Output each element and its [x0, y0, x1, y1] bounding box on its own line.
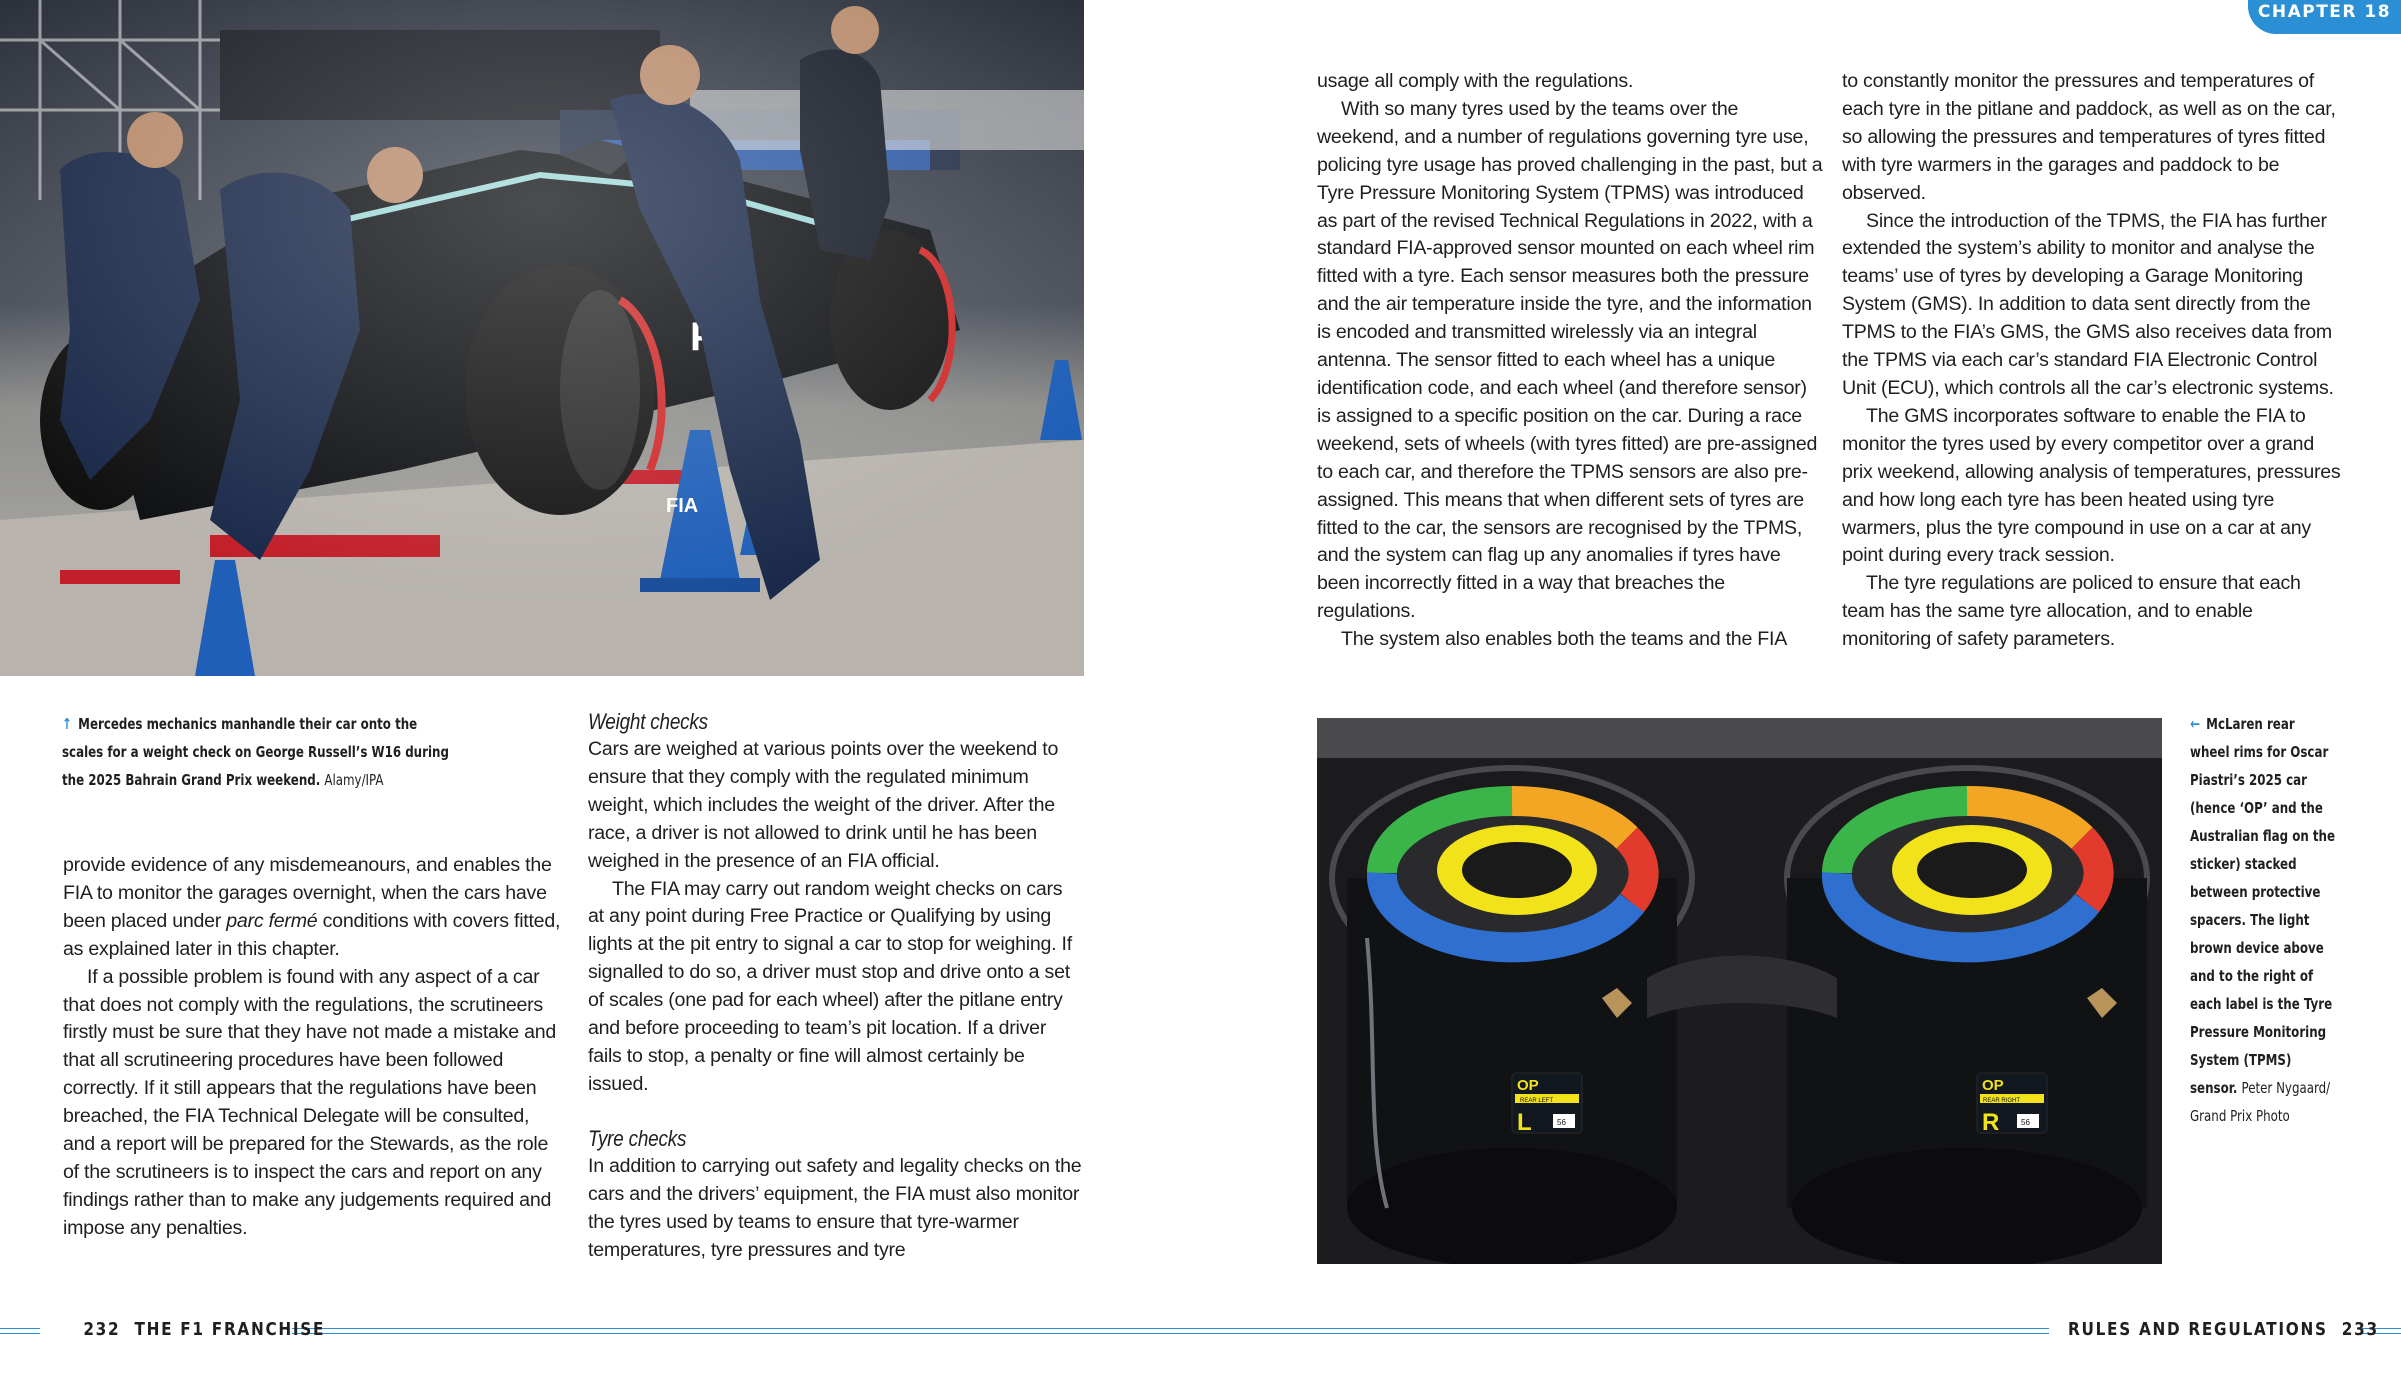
- right-text-column-1: [1317, 68, 1825, 654]
- mclaren-wheel-rims-photo: [1317, 718, 2162, 1264]
- arrow-left-icon: ←: [2190, 715, 2200, 733]
- right-text-column-2: [1842, 68, 2342, 654]
- middle-text-column: [588, 708, 1083, 1264]
- left-text-column: [63, 852, 561, 1243]
- paragraph: provide evidence of any misdemeanours, and enables the FIA to monitor the garages overnight, when the cars have been placed under parc fermé conditions with covers fitted, as explained later in this chapter.: [63, 854, 561, 960]
- paragraph: With so many tyres used by the teams over the weekend, and a number of regulations governing tyre use, policing tyre usage has proved challenging in the past, but a Tyre Pressure Monitoring System (TPMS) was introduced as part of the revised Technical Regulations in 2022, with a standard FIA-approved sensor mounted on each wheel rim fitted with a tyre. Each sensor measures both the pressure and the air temperature inside the tyre, and the information is encoded and transmitted wirelessly via an integral antenna. The sensor fitted to each wheel has a unique identification code, and each wheel (and therefore sensor) is assigned to a specific position on the car. During a race weekend, sets of wheels (with tyres fitted) are pre-assigned to each car, and therefore the TPMS sensors are also pre-assigned. This means that when different sets of tyres are fitted to the car, the sensors are recognised by the TPMS, and the system can flag up any anomalies if tyres have been incorrectly fitted in a way that breaches the regulations.: [1317, 97, 1823, 623]
- paragraph: The tyre regulations are policed to ensure that each team has the same tyre allocation, and to enable monitoring of safety parameters.: [1842, 572, 2301, 651]
- italic-term: parc fermé: [226, 909, 318, 932]
- footer-rule-center: [292, 1328, 2049, 1334]
- right-wheel-rim: [1787, 768, 2147, 1264]
- book-title: THE F1 FRANCHISE: [134, 1319, 326, 1340]
- paragraph: The system also enables both the teams and the FIA: [1341, 628, 1788, 651]
- arrow-up-icon: ↑: [62, 715, 72, 733]
- svg-text:REAR LEFT: REAR LEFT: [1520, 1098, 1554, 1104]
- left-page-footer: [83, 1319, 325, 1340]
- caption-text: Mercedes mechanics manhandle their car onto the scales for a weight check on George Russell’s W16 during the 2025 Bahrain Grand Prix weekend.: [62, 715, 449, 789]
- paragraph: If a possible problem is found with any aspect of a car that does not comply with the regulations, the scrutineers firstly must be sure that they have not made a mistake and that all scrutineering procedures have been followed correctly. If it still appears that the regulations have been breached, the FIA Technical Delegate will be consulted, and a report will be prepared for the Stewards, as the role of the scrutineers is to inspect the cars and report on any findings rather than to make any judgements required and impose any penalties.: [63, 965, 557, 1239]
- svg-text:OP: OP: [1982, 1077, 2004, 1094]
- paragraph: Since the introduction of the TPMS, the FIA has further extended the system’s ability to monitor and analyse the teams’ use of tyres by developing a Garage Monitoring System (GMS). In addition to data sent directly from the TPMS to the FIA’s GMS, the GMS also receives data from the TPMS via each car’s standard FIA Electronic Control Unit (ECU), which controls all the car’s electronic systems.: [1842, 209, 2334, 399]
- left-wheel-rim: [1332, 768, 1692, 1264]
- photo-caption: [62, 710, 460, 794]
- footer-rule-left: [0, 1328, 40, 1334]
- caption-text: McLaren rear wheel rims for Oscar Piastri’s 2025 car (hence ‘OP’ and the Australian flag on the sticker) stacked between protective spacers. The light brown device above and to the right of each label is the Tyre Pressure Monitoring System (TPMS) sensor.: [2190, 715, 2336, 1097]
- right-page-footer: [2068, 1319, 2379, 1340]
- photo-credit: Peter Nygaard/ Grand Prix Photo: [2190, 1079, 2331, 1125]
- tyre-checks-heading: Tyre checks: [588, 1125, 687, 1151]
- svg-text:REAR RIGHT: REAR RIGHT: [1983, 1098, 2021, 1104]
- paragraph: In addition to carrying out safety and legality checks on the cars and the drivers’ equipment, the FIA must also monitor the tyres used by teams to ensure that tyre-warmer temperatures, tyre pressures and tyre: [588, 1154, 1082, 1261]
- rims-photo-caption: [2190, 710, 2338, 1130]
- svg-text:56: 56: [2021, 1118, 2030, 1127]
- weight-checks-heading: Weight checks: [588, 709, 708, 734]
- svg-text:L: L: [1517, 1109, 1532, 1136]
- page-number: 233: [2341, 1319, 2379, 1340]
- paragraph: Cars are weighed at various points over the weekend to ensure that they comply with the regulated minimum weight, which includes the weight of the driver. After the race, a driver is not allowed to drink until he has been weighed in the presence of an FIA official.: [588, 738, 1059, 872]
- chapter-tab: CHAPTER 18: [2248, 0, 2401, 34]
- paragraph: to constantly monitor the pressures and temperatures of each tyre in the pitlane and paddock, as well as on the car, so allowing the pressures and temperatures of tyres fitted with tyre warmers in the garages and paddock to be observed.: [1842, 70, 2336, 204]
- page-number: 232: [83, 1319, 121, 1340]
- photo-credit: Alamy/IPA: [324, 771, 384, 789]
- paragraph: usage all comply with the regulations.: [1317, 70, 1634, 92]
- chapter-title: RULES AND REGULATIONS: [2068, 1319, 2328, 1340]
- paragraph: The GMS incorporates software to enable the FIA to monitor the tyres used by every competitor over a grand prix weekend, allowing analysis of temperatures, pressures and how long each tyre has been heated using tyre warmers, plus the tyre compound in use on a car at any point during every track session.: [1842, 404, 2341, 567]
- paragraph: The FIA may carry out random weight checks on cars at any point during Free Practice or Qualifying by using lights at the pit entry to signal a car to stop for weighing. If signalled to do so, a driver must stop and drive onto a set of scales (one pad for each wheel) after the pitlane entry and before proceeding to team’s pit location. If a driver fails to stop, a penalty or fine will almost certainly be issued.: [588, 877, 1072, 1095]
- svg-text:OP: OP: [1517, 1077, 1539, 1094]
- svg-text:R: R: [1982, 1109, 2000, 1136]
- pitlane-weight-check-photo: [0, 0, 1084, 676]
- svg-text:56: 56: [1557, 1118, 1566, 1127]
